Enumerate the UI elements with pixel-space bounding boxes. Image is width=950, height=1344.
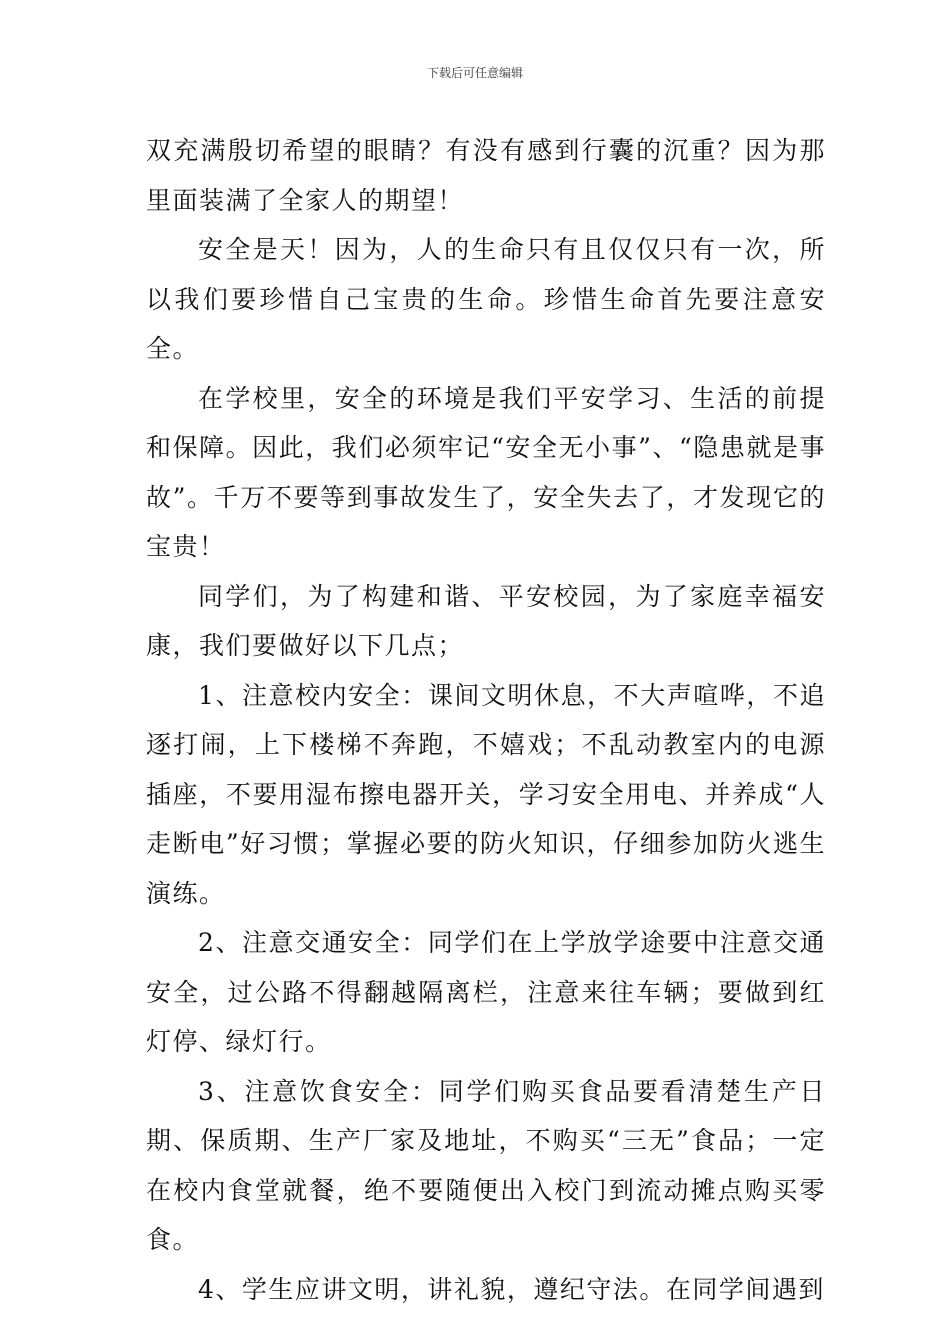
paragraph: 同学们，为了构建和谐、平安校园，为了家庭幸福安康，我们要做好以下几点；	[146, 581, 826, 660]
paragraph: 安全是天！因为，人的生命只有且仅仅只有一次，所以我们要珍惜自己宝贵的生命。珍惜生命首先要注意安全。	[146, 235, 826, 363]
paragraph: 2、注意交通安全：同学们在上学放学途要中注意交通安全，过公路不得翻越隔离栏，注意来往车辆；要做到红灯停、绿灯行。	[146, 928, 826, 1056]
paragraph: 4、学生应讲文明，讲礼貌，遵纪守法。在同学间遇到	[198, 1274, 825, 1304]
paragraph: 1、注意校内安全：课间文明休息，不大声喧哗，不追逐打闹，上下楼梯不奔跑，不嬉戏；不乱动教室内的电源插座，不要用湿布擦电器开关，学习安全用电、并养成“人走断电”好习惯；掌握必要的防火知识，仔细参加防火逃生演练。	[146, 680, 826, 908]
header-note: 下载后可任意编辑	[426, 66, 523, 80]
document-body	[146, 126, 826, 1314]
paragraph: 双充满殷切希望的眼睛？有没有感到行囊的沉重？因为那里面装满了全家人的期望！	[146, 136, 826, 215]
paragraph: 3、注意饮食安全：同学们购买食品要看清楚生产日期、保质期、生产厂家及地址，不购买“三无”食品；一定在校内食堂就餐，绝不要随便出入校门到流动摊点购买零食。	[146, 1076, 826, 1254]
paragraph: 在学校里，安全的环境是我们平安学习、生活的前提和保障。因此，我们必须牢记“安全无小事”、“隐患就是事故”。千万不要等到事故发生了，安全失去了，才发现它的宝贵！	[146, 383, 826, 561]
